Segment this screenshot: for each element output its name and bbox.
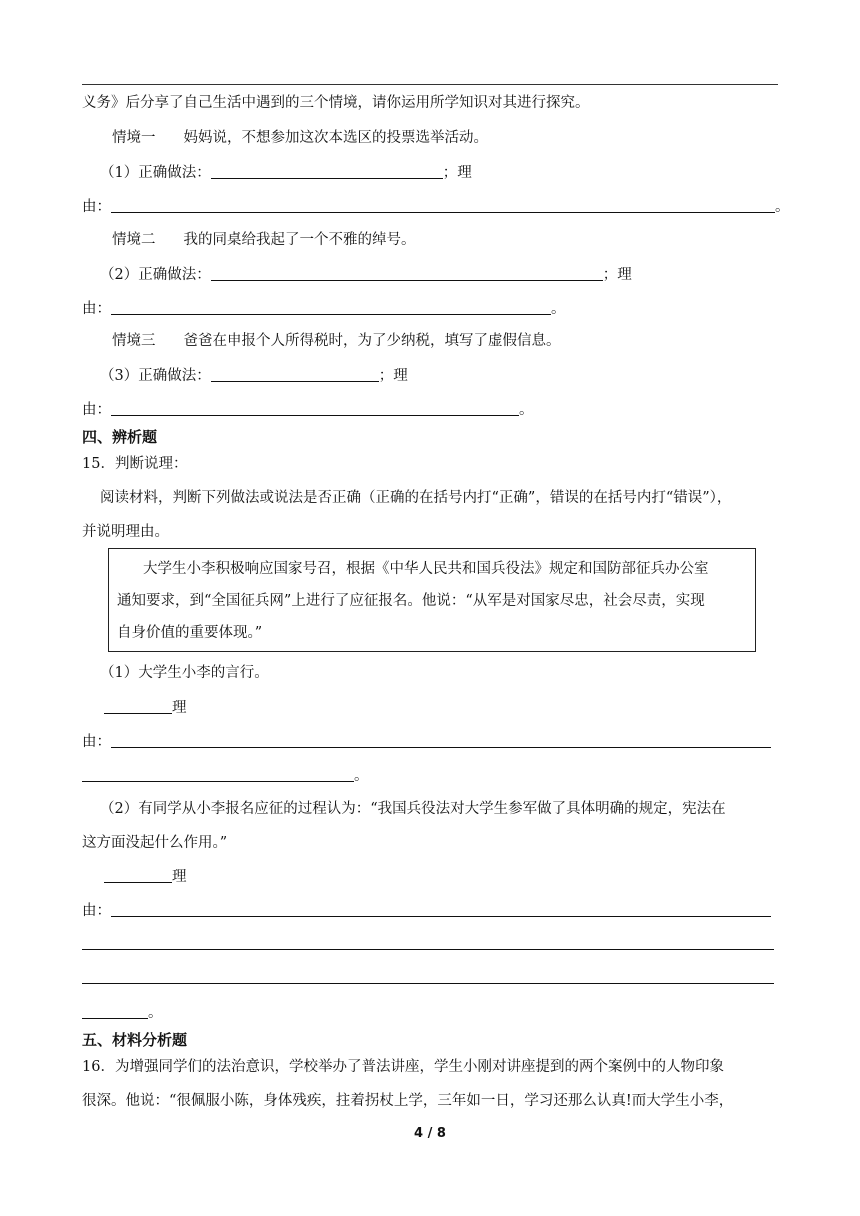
q1-reason-blank[interactable] <box>111 196 775 213</box>
q2-reason-blank[interactable] <box>111 298 551 315</box>
scenario-3-text: 爸爸在申报个人所得税时，为了少纳税，填写了虚假信息。 <box>183 333 561 349</box>
q1-reason-head: 由： <box>82 199 111 215</box>
q2-reason-tail: ；理 <box>602 267 632 283</box>
q1-reason-tail: ；理 <box>442 165 472 181</box>
q15-instruction-1: 阅读材料，判断下列做法或说法是否正确（正确的在括号内打“正确”，错误的在括号内打“错误”）， <box>100 490 732 506</box>
scenario-3-label: 情境三 <box>112 333 156 349</box>
period: 。 <box>148 1005 163 1021</box>
scenario-3 <box>112 331 561 351</box>
q15-2-judgement-blank[interactable] <box>104 866 172 883</box>
q15-1-judgement-line <box>104 697 187 718</box>
q15-1-text: （1）大学生小李的言行。 <box>100 665 269 681</box>
q15-2-line-1: （2）有同学从小李报名应征的过程认为：“我国兵役法对大学生参军做了具体明确的规定，宪法在 <box>100 801 726 817</box>
q1-method-blank[interactable] <box>211 162 443 179</box>
q1-label: （1）正确做法： <box>100 165 211 181</box>
header-rule <box>82 84 778 85</box>
q15-1-reason-line <box>82 731 771 752</box>
material-box <box>108 548 756 652</box>
q15-2-reason-blank-2[interactable] <box>82 949 774 950</box>
q3-reason-head: 由： <box>82 402 111 418</box>
q15-instruction-2: 并说明理由。 <box>82 524 169 540</box>
q16-line-2: 很深。他说：“很佩服小陈，身体残疾，拄着拐杖上学，三年如一日，学习还那么认真!而大学生小李， <box>82 1093 734 1109</box>
q15-1-reason-head: 由： <box>82 734 111 750</box>
q3-method-blank[interactable] <box>211 365 379 382</box>
q15-2-judgement-line <box>104 866 187 887</box>
q1-answer-line <box>100 162 472 183</box>
q15-2-reason-line-4 <box>82 1002 163 1023</box>
li-text: 理 <box>172 700 187 716</box>
q15-2-reason-head: 由： <box>82 903 111 919</box>
q15-1-reason-blank-2[interactable] <box>82 765 354 782</box>
period: 。 <box>775 199 790 215</box>
scenario-2 <box>112 230 416 250</box>
period: 。 <box>551 301 566 317</box>
q16-line-1: 16．为增强同学们的法治意识，学校举办了普法讲座，学生小刚对讲座提到的两个案例中的人物印象 <box>82 1059 724 1075</box>
q15-1-reason-blank[interactable] <box>111 731 771 748</box>
section-4-title: 四、辨析题 <box>82 428 158 446</box>
q2-method-blank[interactable] <box>211 264 603 281</box>
q2-label: （2）正确做法： <box>100 267 211 283</box>
material-line-1: 大学生小李积极响应国家号召，根据《中华人民共和国兵役法》规定和国防部征兵办公室 <box>143 561 709 577</box>
q15-2-reason-blank[interactable] <box>111 900 771 917</box>
period: 。 <box>354 768 369 784</box>
q15-2-reason-line <box>82 900 771 921</box>
q3-reason-blank[interactable] <box>111 399 519 416</box>
q15-2-reason-blank-3[interactable] <box>82 983 774 984</box>
scenario-1 <box>112 128 488 148</box>
scenario-1-text: 妈妈说，不想参加这次本选区的投票选举活动。 <box>183 130 488 146</box>
section-5-title: 五、材料分析题 <box>82 1031 188 1049</box>
q2-reason-head: 由： <box>82 301 111 317</box>
q15-2-line-2: 这方面没起什么作用。” <box>82 835 228 851</box>
scenario-2-text: 我的同桌给我起了一个不雅的绰号。 <box>183 232 416 248</box>
q3-reason-line <box>82 399 534 420</box>
q3-answer-line <box>100 365 408 386</box>
q15-1-reason-line-2 <box>82 765 369 786</box>
li-text: 理 <box>172 869 187 885</box>
scenario-1-label: 情境一 <box>112 130 156 146</box>
q15-1-judgement-blank[interactable] <box>104 697 172 714</box>
q1-reason-line <box>82 196 790 217</box>
material-line-2: 通知要求，到“全国征兵网”上进行了应征报名。他说：“从军是对国家尽忠，社会尽责，实现 <box>117 593 705 609</box>
scenario-2-label: 情境二 <box>112 232 156 248</box>
q3-reason-tail: ；理 <box>378 368 408 384</box>
q15-2-reason-blank-4[interactable] <box>82 1002 148 1019</box>
period: 。 <box>519 402 534 418</box>
q3-label: （3）正确做法： <box>100 368 211 384</box>
page-number: 4 / 8 <box>414 1126 446 1141</box>
q2-reason-line <box>82 298 566 319</box>
material-line-3: 自身价值的重要体现。” <box>117 625 263 641</box>
q15-title: 15．判断说理： <box>82 456 188 472</box>
q2-answer-line <box>100 264 632 285</box>
intro-line: 义务》后分享了自己生活中遇到的三个情境，请你运用所学知识对其进行探究。 <box>82 95 590 111</box>
